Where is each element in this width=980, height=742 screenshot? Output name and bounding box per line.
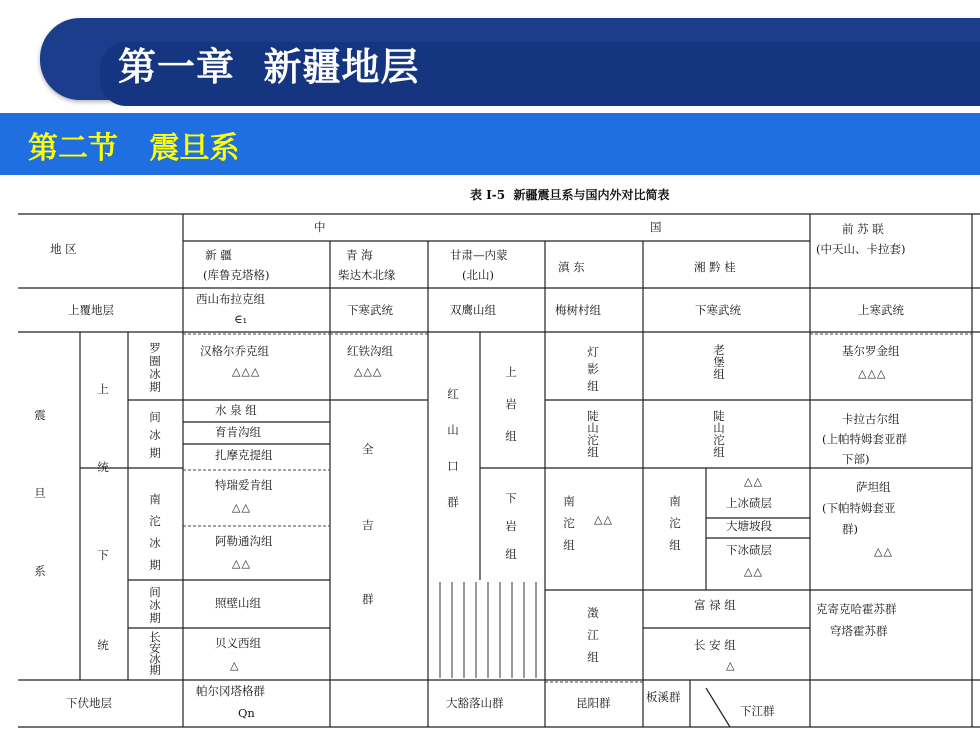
ussr-tri3: △△△: [858, 367, 887, 380]
left-luoquan: 罗圈冰期: [149, 341, 161, 394]
left-upper-series: 上统: [97, 382, 109, 474]
under-gs: 大豁落山群: [446, 696, 504, 710]
header-china-left: 中: [314, 220, 326, 234]
xj-alle: 阿勒通沟组: [215, 534, 273, 548]
xj-tri2b: △△: [232, 557, 251, 570]
ussr-keqi: 克寄克哈霍苏群: [816, 602, 897, 616]
gs-lower-rock: 下岩组: [505, 491, 517, 561]
qh-hongtie: 红铁沟组: [347, 344, 393, 358]
gs-hongshan: 红山口群: [447, 387, 459, 509]
header-china-right: 国: [650, 220, 662, 234]
table-caption: 表 I-5 新疆震旦系与国内外对比简表: [470, 188, 670, 202]
header-ussr: 前 苏 联: [842, 222, 884, 236]
under-dian: 昆阳群: [576, 696, 611, 710]
chapter-title: 第一章 新疆地层: [118, 45, 420, 89]
header-region: 地 区: [50, 242, 77, 256]
cover-dian: 梅树村组: [555, 303, 601, 317]
cover-qh: 下寒武统: [347, 303, 393, 317]
xiang-lower-till: 下冰碛层: [726, 543, 772, 557]
ussr-tri2: △△: [874, 545, 893, 558]
cover-xj-sym: ∈₁: [234, 312, 248, 326]
xj-tri3: △△△: [232, 365, 261, 378]
xiang-nantuo: 南沱组: [669, 494, 681, 552]
xj-beiyi: 贝义西组: [215, 636, 261, 650]
dian-tri2: △△: [594, 513, 613, 526]
left-jian1: 间冰期: [149, 410, 161, 460]
xiang-datang: 大塘坡段: [726, 519, 772, 533]
left-nantuo: 南沱冰期: [149, 492, 161, 572]
cover-label: 上覆地层: [68, 303, 114, 317]
ussr-kalagu: 卡拉古尔组: [842, 412, 900, 426]
xj-zhaobi: 照壁山组: [215, 596, 261, 610]
ussr-qiongta: 穹塔霍苏群: [830, 624, 888, 638]
cover-xiang: 下寒武统: [695, 303, 741, 317]
header-gansu: 甘肃—内蒙: [450, 248, 508, 262]
xiang-tri-bot: △△: [744, 565, 763, 578]
cover-xj: 西山布拉克组: [196, 292, 265, 306]
dian-dengying: 灯影组: [587, 345, 599, 393]
header-xinjiang: 新 疆: [205, 248, 232, 262]
header-xinjiang-sub: (库鲁克塔格): [203, 268, 270, 282]
left-system: 震旦系: [34, 408, 46, 578]
cover-ussr: 上寒武统: [858, 303, 904, 317]
xiang-tri-top: △△: [744, 475, 763, 488]
qh-ji: 吉: [362, 518, 374, 532]
xiang-upper-till: 上冰碛层: [726, 496, 772, 510]
ussr-sachan: 萨坦组: [856, 480, 891, 494]
ussr-sachan-sub: (下帕特姆套亚: [822, 501, 896, 515]
section-title: 第二节 震旦系: [28, 131, 240, 166]
qh-qun: 群: [362, 592, 374, 606]
xiang-fulu: 富 禄 组: [694, 598, 736, 612]
dian-doushantuo: 陡山沱组: [587, 409, 599, 459]
header-dian: 滇 东: [558, 260, 585, 274]
xiang-doushantuo: 陡山沱组: [713, 409, 725, 459]
left-lower-series: 下统: [97, 548, 109, 652]
under-xiajiang: 下江群: [740, 704, 775, 718]
gs-upper-rock: 上岩组: [505, 365, 517, 443]
dian-chengjiang: 澂江组: [587, 606, 599, 664]
xj-tri2: △△: [232, 501, 251, 514]
xj-hanger: 汉格尔乔克组: [200, 344, 269, 358]
xj-shuiquan: 水 泉 组: [215, 403, 257, 417]
xj-terui: 特瑞爱肯组: [215, 478, 273, 492]
xj-zhamo: 扎摩克提组: [215, 448, 273, 462]
xj-tri1: △: [230, 659, 240, 672]
xj-yuyu: 育肯沟组: [215, 425, 261, 439]
header-xiang: 湘 黔 桂: [694, 260, 736, 274]
under-label: 下伏地层: [66, 696, 112, 710]
header-qinghai-sub: 柴达木北缘: [338, 268, 396, 282]
under-banxi: 板溪群: [646, 690, 681, 704]
ussr-kalagu-sub: (上帕特姆套亚群: [822, 432, 907, 446]
xiang-tri1: △: [726, 659, 736, 672]
header-qinghai: 青 海: [346, 248, 373, 262]
under-xj: 帕尔冈塔格群: [196, 684, 265, 698]
left-changan: 长安冰期: [149, 630, 161, 677]
xiang-changan: 长 安 组: [694, 638, 736, 652]
left-jian2: 间冰期: [149, 585, 161, 625]
ussr-kalagu-sub2: 下部): [842, 452, 870, 466]
qh-quan: 全: [362, 442, 374, 456]
cover-gs: 双鹰山组: [450, 303, 496, 317]
qh-tri3: △△△: [354, 365, 383, 378]
ussr-kel: 基尔罗金组: [842, 344, 900, 358]
under-xj-sym: Qn: [238, 706, 255, 720]
header-gansu-sub: (北山): [462, 268, 494, 282]
dian-nantuo: 南沱组: [563, 494, 575, 552]
xiang-laobao: 老堡组: [713, 343, 725, 381]
ussr-sachan-sub2: 群): [842, 522, 858, 536]
header-ussr-sub: (中天山、卡拉套): [816, 242, 906, 256]
